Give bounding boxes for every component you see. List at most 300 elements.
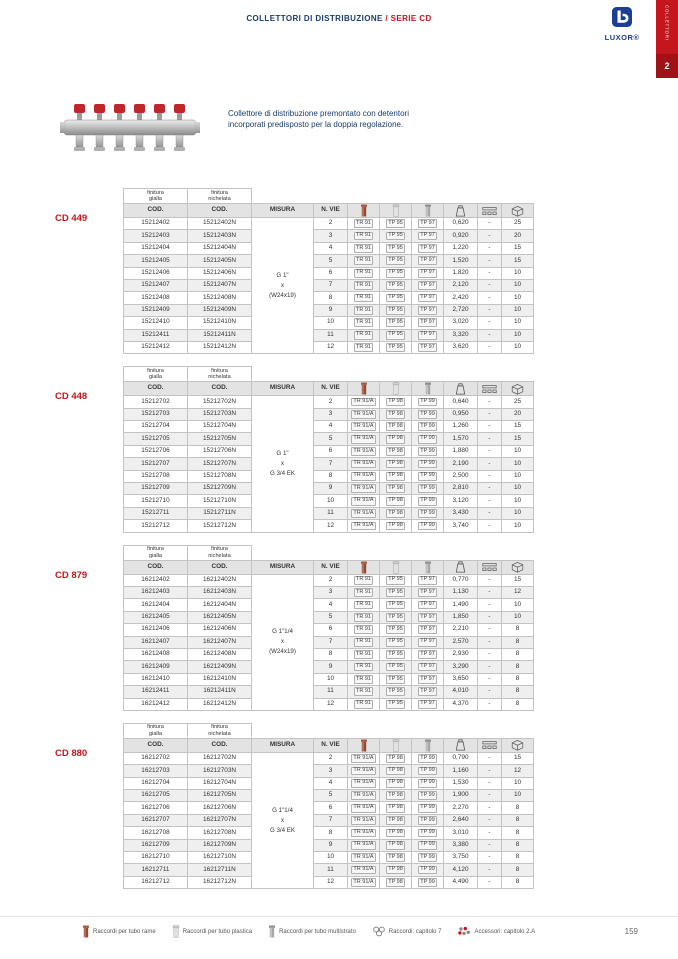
raccordo-cell (348, 329, 380, 341)
scatola-cell: 10 (502, 304, 534, 316)
raccordo-chip: TP 99 (418, 866, 438, 875)
raccordo-chip: TR 91 (354, 625, 374, 634)
raccordo-cell (380, 230, 412, 242)
table-row (124, 752, 534, 764)
raccordo-chip: TP 95 (386, 244, 406, 253)
raccordo-chip: TP 98 (386, 422, 406, 431)
pallet-cell: - (478, 458, 502, 470)
n-vie-cell: 12 (314, 698, 348, 710)
n-vie-cell: 11 (314, 507, 348, 519)
raccordo-cell (380, 445, 412, 457)
raccordo-cell (348, 636, 380, 648)
raccordo-chip: TR 91/A (351, 522, 376, 531)
raccordo-cell (380, 765, 412, 777)
cod-nichelata-cell: 16212412N (188, 698, 252, 710)
raccordo-cell (380, 433, 412, 445)
cod-gialla-cell: 15212409 (124, 304, 188, 316)
raccordo-cell (412, 421, 444, 433)
cod-nichelata-cell: 15212702N (188, 396, 252, 408)
scatola-cell: 20 (502, 230, 534, 242)
scatola-cell: 15 (502, 752, 534, 764)
raccordo-cell (380, 599, 412, 611)
raccordo-cell (380, 255, 412, 267)
raccordo-cell (412, 790, 444, 802)
rings-icon (372, 926, 386, 937)
cod-gialla-cell: 16212408 (124, 648, 188, 660)
table-row (124, 599, 534, 611)
cod-gialla-cell: 16212702 (124, 752, 188, 764)
raccordo-cell (348, 408, 380, 420)
raccordo-cell (412, 242, 444, 254)
raccordo-cell (412, 686, 444, 698)
raccordo-chip: TR 91/A (351, 509, 376, 518)
pallet-cell: - (478, 586, 502, 598)
cod-gialla-cell: 15212704 (124, 421, 188, 433)
raccordo-cell (348, 520, 380, 532)
peso-cell: 1,900 (444, 790, 478, 802)
peso-cell: 3,430 (444, 507, 478, 519)
raccordo-chip: TR 91/A (351, 472, 376, 481)
scatola-cell: 10 (502, 445, 534, 457)
table-row (124, 611, 534, 623)
pallet-cell: - (478, 876, 502, 888)
column-header: COD. (124, 204, 188, 218)
raccordo-cell (348, 752, 380, 764)
raccordo-chip: TR 91 (354, 601, 374, 610)
n-vie-cell: 10 (314, 852, 348, 864)
cod-nichelata-cell: 16212711N (188, 864, 252, 876)
pallet-icon (478, 738, 502, 752)
plastic-tube-icon (380, 382, 412, 396)
pallet-cell: - (478, 433, 502, 445)
table-row (124, 304, 534, 316)
raccordo-chip: TP 95 (386, 675, 406, 684)
peso-cell: 1,570 (444, 433, 478, 445)
scatola-cell: 10 (502, 341, 534, 353)
finitura-gialla-header: finitura gialla (124, 189, 188, 204)
raccordo-chip: TR 91/A (351, 866, 376, 875)
n-vie-cell: 9 (314, 483, 348, 495)
raccordo-chip: TR 91/A (351, 853, 376, 862)
pallet-cell: - (478, 341, 502, 353)
n-vie-cell: 8 (314, 648, 348, 660)
column-header: MISURA (252, 204, 314, 218)
raccordo-chip: TP 98 (386, 460, 406, 469)
raccordo-chip: TP 99 (418, 497, 438, 506)
raccordo-cell (348, 599, 380, 611)
raccordo-chip: TR 91/A (351, 484, 376, 493)
raccordo-chip: TR 91/A (351, 804, 376, 813)
peso-cell: 1,220 (444, 242, 478, 254)
raccordo-chip: TP 95 (386, 331, 406, 340)
column-header: COD. (188, 382, 252, 396)
misura-cell: G 1" x (W24x19) (252, 218, 314, 354)
raccordo-chip: TP 98 (386, 829, 406, 838)
n-vie-cell: 2 (314, 752, 348, 764)
peso-cell: 3,620 (444, 341, 478, 353)
scatola-cell: 10 (502, 777, 534, 789)
peso-cell: 4,120 (444, 864, 478, 876)
peso-cell: 3,650 (444, 673, 478, 685)
raccordo-chip: TR 91/A (351, 878, 376, 887)
brand-name: LUXOR® (604, 33, 640, 42)
product-table (123, 545, 534, 711)
cod-nichelata-cell: 15212412N (188, 341, 252, 353)
raccordo-cell (412, 752, 444, 764)
scatola-cell: 8 (502, 802, 534, 814)
raccordo-chip: TR 91/A (351, 754, 376, 763)
scatola-cell: 15 (502, 242, 534, 254)
pallet-cell: - (478, 421, 502, 433)
raccordo-cell (380, 686, 412, 698)
peso-cell: 0,920 (444, 230, 478, 242)
raccordo-chip: TP 97 (418, 343, 438, 352)
cod-gialla-cell: 15212710 (124, 495, 188, 507)
raccordo-chip: TP 98 (386, 866, 406, 875)
cod-gialla-cell: 15212412 (124, 341, 188, 353)
n-vie-cell: 10 (314, 495, 348, 507)
raccordo-chip: TP 99 (418, 509, 438, 518)
scatola-cell: 8 (502, 624, 534, 636)
raccordo-cell (380, 520, 412, 532)
pallet-cell: - (478, 661, 502, 673)
table-row (124, 433, 534, 445)
raccordo-cell (412, 648, 444, 660)
raccordo-cell (380, 827, 412, 839)
raccordo-cell (412, 267, 444, 279)
peso-cell: 0,770 (444, 574, 478, 586)
raccordo-cell (412, 673, 444, 685)
peso-cell: 0,620 (444, 218, 478, 230)
scatola-cell: 8 (502, 852, 534, 864)
cod-nichelata-cell: 16212405N (188, 611, 252, 623)
raccordo-cell (412, 292, 444, 304)
cod-nichelata-cell: 16212404N (188, 599, 252, 611)
raccordo-cell (380, 777, 412, 789)
plastic-tube-icon (380, 204, 412, 218)
table-row (124, 267, 534, 279)
raccordo-chip: TP 99 (418, 472, 438, 481)
n-vie-cell: 6 (314, 802, 348, 814)
cod-nichelata-cell: 15212410N (188, 317, 252, 329)
raccordo-cell (380, 698, 412, 710)
raccordo-cell (412, 611, 444, 623)
scatola-cell: 10 (502, 507, 534, 519)
raccordo-chip: TR 91 (354, 663, 374, 672)
pallet-cell: - (478, 520, 502, 532)
raccordo-cell (348, 661, 380, 673)
raccordo-cell (380, 648, 412, 660)
n-vie-cell: 6 (314, 267, 348, 279)
raccordo-cell (412, 329, 444, 341)
table-row (124, 765, 534, 777)
raccordo-chip: TP 99 (418, 422, 438, 431)
raccordo-cell (348, 445, 380, 457)
n-vie-cell: 4 (314, 777, 348, 789)
multilayer-tube-icon (412, 204, 444, 218)
pallet-cell: - (478, 624, 502, 636)
raccordo-chip: TP 97 (418, 700, 438, 709)
cod-gialla-cell: 15212702 (124, 396, 188, 408)
raccordo-chip: TP 95 (386, 232, 406, 241)
raccordo-chip: TR 91 (354, 256, 374, 265)
scatola-cell: 8 (502, 661, 534, 673)
raccordo-chip: TP 99 (418, 816, 438, 825)
raccordo-cell (412, 698, 444, 710)
cod-nichelata-cell: 15212403N (188, 230, 252, 242)
pallet-cell: - (478, 752, 502, 764)
cod-nichelata-cell: 16212704N (188, 777, 252, 789)
raccordo-chip: TP 98 (386, 497, 406, 506)
plastic-tube-icon (172, 925, 180, 938)
raccordo-cell (380, 470, 412, 482)
raccordo-cell (380, 611, 412, 623)
raccordo-cell (412, 661, 444, 673)
raccordo-cell (412, 495, 444, 507)
cod-nichelata-cell: 16212403N (188, 586, 252, 598)
raccordo-cell (380, 586, 412, 598)
product-series-code: CD 880 (55, 747, 88, 759)
n-vie-cell: 12 (314, 341, 348, 353)
peso-cell: 1,130 (444, 586, 478, 598)
raccordo-chip: TR 91 (354, 219, 374, 228)
peso-cell: 3,010 (444, 827, 478, 839)
finitura-spacer (252, 723, 534, 738)
n-vie-cell: 2 (314, 574, 348, 586)
raccordo-cell (380, 814, 412, 826)
product-table (123, 723, 534, 889)
scatola-cell: 10 (502, 279, 534, 291)
scatola-cell: 8 (502, 814, 534, 826)
column-header: COD. (188, 560, 252, 574)
cod-gialla-cell: 15212402 (124, 218, 188, 230)
raccordo-chip: TP 97 (418, 232, 438, 241)
product-table-block (55, 723, 534, 889)
raccordo-cell (412, 624, 444, 636)
raccordo-chip: TR 91 (354, 281, 374, 290)
raccordo-cell (412, 599, 444, 611)
peso-cell: 4,490 (444, 876, 478, 888)
raccordo-chip: TP 99 (418, 767, 438, 776)
pallet-cell: - (478, 317, 502, 329)
raccordo-chip: TP 97 (418, 588, 438, 597)
raccordo-cell (348, 790, 380, 802)
product-series-code: CD 449 (55, 213, 88, 224)
raccordo-cell (412, 876, 444, 888)
cod-nichelata-cell: 16212402N (188, 574, 252, 586)
raccordo-chip: TP 97 (418, 576, 438, 585)
n-vie-cell: 5 (314, 255, 348, 267)
raccordo-chip: TP 98 (386, 447, 406, 456)
raccordo-chip: TP 97 (418, 281, 438, 290)
raccordo-cell (380, 304, 412, 316)
peso-cell: 2,210 (444, 624, 478, 636)
finitura-spacer (252, 367, 534, 382)
raccordo-chip: TP 95 (386, 663, 406, 672)
raccordo-cell (348, 218, 380, 230)
product-description: Collettore di distribuzione premontato con detentori incorporati predisposto per la doppia regolazione. (228, 109, 409, 130)
raccordo-cell (380, 790, 412, 802)
pallet-cell: - (478, 852, 502, 864)
raccordo-chip: TP 97 (418, 256, 438, 265)
n-vie-cell: 3 (314, 765, 348, 777)
raccordo-cell (412, 586, 444, 598)
n-vie-cell: 7 (314, 279, 348, 291)
pallet-cell: - (478, 673, 502, 685)
product-table (123, 366, 534, 532)
cod-gialla-cell: 15212703 (124, 408, 188, 420)
cod-nichelata-cell: 16212705N (188, 790, 252, 802)
raccordo-cell (348, 230, 380, 242)
finitura-spacer (252, 189, 534, 204)
cod-gialla-cell: 15212411 (124, 329, 188, 341)
copper-tube-icon (348, 560, 380, 574)
raccordo-cell (412, 317, 444, 329)
legend-item (372, 926, 442, 937)
product-table-block (55, 545, 534, 711)
pallet-cell: - (478, 230, 502, 242)
raccordo-cell (348, 341, 380, 353)
box-icon (502, 560, 534, 574)
n-vie-cell: 11 (314, 329, 348, 341)
scatola-cell: 10 (502, 611, 534, 623)
column-header: COD. (188, 738, 252, 752)
raccordo-cell (348, 611, 380, 623)
legend-label: Raccordi: capitolo 7 (388, 928, 442, 935)
raccordo-cell (412, 279, 444, 291)
n-vie-cell: 2 (314, 218, 348, 230)
copper-tube-icon (348, 738, 380, 752)
raccordo-cell (412, 458, 444, 470)
raccordo-chip: TR 91 (354, 343, 374, 352)
box-icon (502, 738, 534, 752)
peso-cell: 3,120 (444, 495, 478, 507)
pallet-cell: - (478, 255, 502, 267)
cod-gialla-cell: 16212406 (124, 624, 188, 636)
weight-icon (444, 204, 478, 218)
pallet-cell: - (478, 611, 502, 623)
table-row (124, 852, 534, 864)
scatola-cell: 10 (502, 470, 534, 482)
raccordo-chip: TP 98 (386, 853, 406, 862)
scatola-cell: 10 (502, 329, 534, 341)
peso-cell: 1,530 (444, 777, 478, 789)
raccordo-cell (380, 673, 412, 685)
box-icon (502, 204, 534, 218)
scatola-cell: 10 (502, 267, 534, 279)
scatola-cell: 8 (502, 648, 534, 660)
raccordo-chip: TP 98 (386, 841, 406, 850)
raccordo-cell (348, 765, 380, 777)
cod-gialla-cell: 15212410 (124, 317, 188, 329)
raccordo-chip: TR 91/A (351, 779, 376, 788)
scatola-cell: 10 (502, 458, 534, 470)
raccordo-chip: TP 95 (386, 650, 406, 659)
column-header: COD. (188, 204, 252, 218)
page-title-main: COLLETTORI DI DISTRIBUZIONE (246, 14, 383, 23)
finitura-gialla-header: finitura gialla (124, 367, 188, 382)
raccordo-cell (380, 267, 412, 279)
cod-gialla-cell: 16212402 (124, 574, 188, 586)
column-header: MISURA (252, 560, 314, 574)
product-table (123, 188, 534, 354)
raccordo-cell (348, 495, 380, 507)
raccordo-cell (412, 470, 444, 482)
raccordo-chip: TP 97 (418, 306, 438, 315)
pallet-cell: - (478, 483, 502, 495)
peso-cell: 2,120 (444, 279, 478, 291)
scatola-cell: 8 (502, 876, 534, 888)
table-row (124, 507, 534, 519)
multilayer-tube-icon (268, 925, 276, 938)
cod-gialla-cell: 15212709 (124, 483, 188, 495)
chapter-tab-number: 2 (656, 54, 678, 78)
page-number: 159 (624, 927, 638, 936)
raccordo-chip: TR 91/A (351, 767, 376, 776)
pallet-cell: - (478, 777, 502, 789)
peso-cell: 0,790 (444, 752, 478, 764)
raccordo-chip: TP 99 (418, 841, 438, 850)
raccordo-chip: TR 91 (354, 306, 374, 315)
scatola-cell: 10 (502, 520, 534, 532)
raccordo-cell (380, 317, 412, 329)
raccordo-cell (412, 304, 444, 316)
legend-item (268, 925, 356, 938)
cod-gialla-cell: 16212708 (124, 827, 188, 839)
finitura-spacer (252, 545, 534, 560)
column-header: COD. (124, 382, 188, 396)
raccordo-chip: TP 99 (418, 435, 438, 444)
raccordo-chip: TR 91 (354, 675, 374, 684)
peso-cell: 3,750 (444, 852, 478, 864)
cod-nichelata-cell: 16212709N (188, 839, 252, 851)
cod-gialla-cell: 15212707 (124, 458, 188, 470)
cod-gialla-cell: 16212705 (124, 790, 188, 802)
raccordo-chip: TP 99 (418, 804, 438, 813)
peso-cell: 4,370 (444, 698, 478, 710)
raccordo-cell (380, 396, 412, 408)
raccordo-cell (348, 777, 380, 789)
raccordo-cell (412, 230, 444, 242)
raccordo-cell (348, 574, 380, 586)
cod-nichelata-cell: 15212709N (188, 483, 252, 495)
chapter-tab-label: COLLETTORI (664, 5, 670, 41)
raccordo-cell (380, 852, 412, 864)
cod-nichelata-cell: 15212404N (188, 242, 252, 254)
raccordo-chip: TP 97 (418, 269, 438, 278)
cod-nichelata-cell: 15212712N (188, 520, 252, 532)
raccordo-chip: TR 91/A (351, 460, 376, 469)
raccordo-chip: TP 99 (418, 878, 438, 887)
raccordo-chip: TP 99 (418, 398, 438, 407)
pallet-cell: - (478, 267, 502, 279)
raccordo-cell (380, 483, 412, 495)
table-row (124, 648, 534, 660)
raccordo-cell (348, 686, 380, 698)
cod-gialla-cell: 15212408 (124, 292, 188, 304)
product-table-block (55, 188, 534, 354)
cod-gialla-cell: 16212410 (124, 673, 188, 685)
raccordo-cell (380, 636, 412, 648)
column-header: COD. (124, 560, 188, 574)
weight-icon (444, 382, 478, 396)
table-row (124, 495, 534, 507)
pallet-cell: - (478, 470, 502, 482)
pallet-cell: - (478, 304, 502, 316)
raccordo-cell (380, 661, 412, 673)
table-row (124, 686, 534, 698)
scatola-cell: 8 (502, 636, 534, 648)
